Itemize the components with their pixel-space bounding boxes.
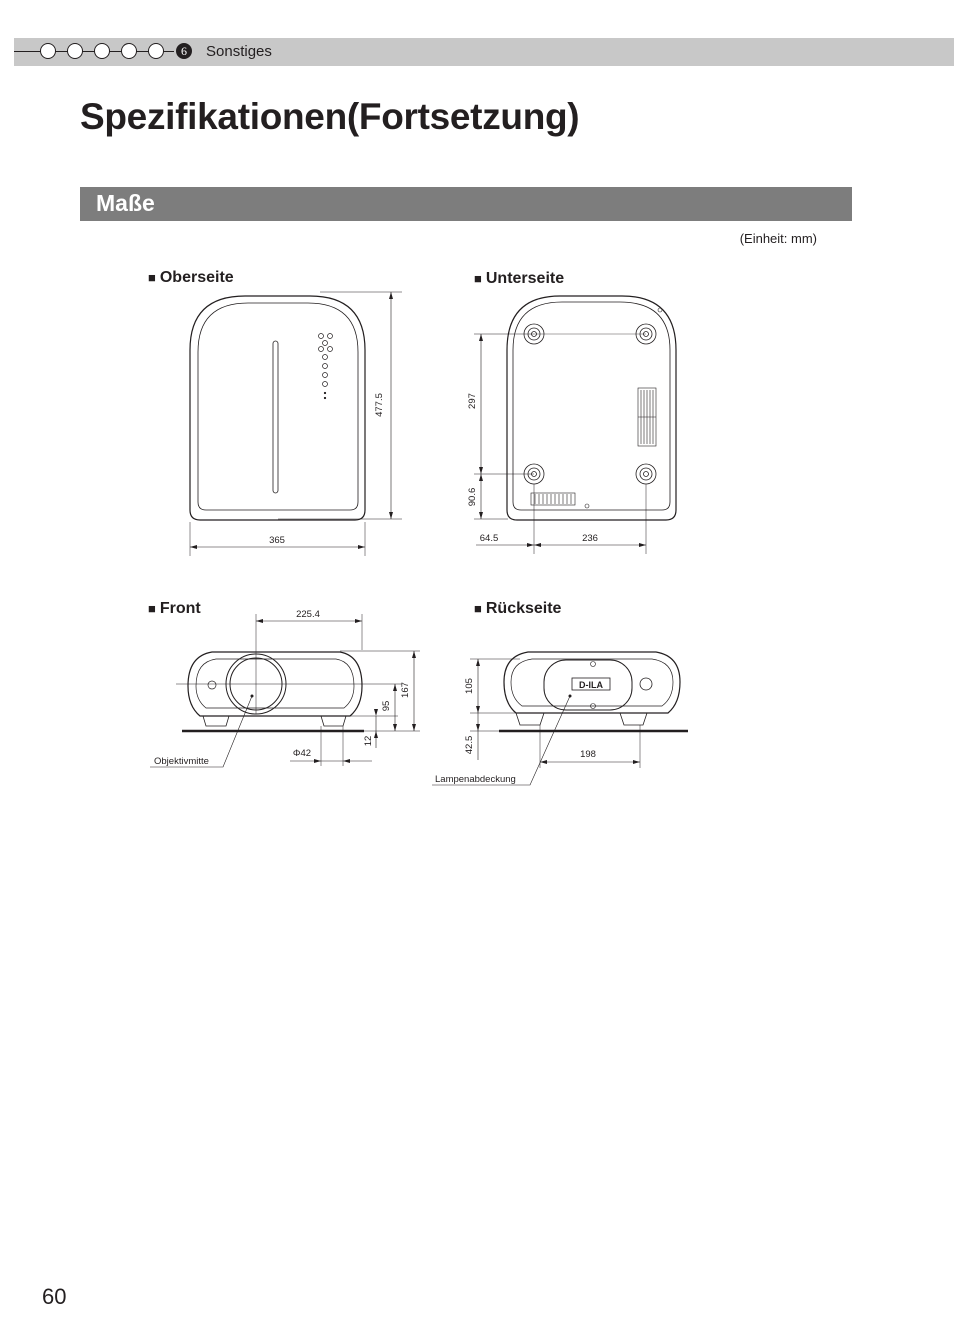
lens-centre-callout: Objektivmitte <box>154 756 209 767</box>
chapter-section-name: Sonstiges <box>206 43 272 60</box>
rear-body-height-dimension: 105 <box>464 678 475 694</box>
page-title: Spezifikationen(Fortsetzung) <box>80 96 580 137</box>
front-lens-height-dimension: 95 <box>381 700 392 712</box>
chapter-current-indicator: 6 <box>176 43 192 59</box>
control-buttons-icon <box>319 334 333 399</box>
top-view-drawing <box>190 292 402 556</box>
top-depth-dimension: 477.5 <box>374 393 385 417</box>
front-lens-offset-dimension: 225.4 <box>296 609 320 620</box>
front-view-drawing <box>150 614 420 767</box>
page-number: 60 <box>42 1284 67 1309</box>
vent-grille-icon <box>638 388 656 446</box>
rear-feet-width-dimension: 198 <box>580 749 596 760</box>
bottom-feet-side-dimension: 64.5 <box>479 533 499 544</box>
bottom-view-drawing <box>474 296 676 554</box>
rear-foot-height-dimension: 42.5 <box>464 735 475 755</box>
bottom-feet-front-dimension: 90.6 <box>467 487 478 507</box>
top-view-label: ■ Oberseite <box>148 269 234 286</box>
front-lens-diameter-dimension: Φ42 <box>292 748 312 759</box>
bottom-feet-width-dimension: 236 <box>582 533 598 544</box>
front-height-dimension: 167 <box>400 682 411 698</box>
front-view-label: ■ Front <box>148 600 201 617</box>
front-foot-dimension: 12 <box>363 735 374 747</box>
dila-logo: D-ILA <box>579 680 603 690</box>
rear-view-drawing <box>432 652 688 785</box>
unit-note: (Einheit: mm) <box>739 231 817 246</box>
label-plate-icon <box>531 493 575 505</box>
section-heading: Maße <box>96 190 155 216</box>
rear-view-label: ■ Rückseite <box>474 600 562 617</box>
foot-icon <box>524 324 656 484</box>
top-width-dimension: 365 <box>269 535 285 546</box>
lamp-cover-callout: Lampenabdeckung <box>435 774 516 785</box>
bottom-feet-depth-dimension: 297 <box>467 393 478 409</box>
bottom-view-label: ■ Unterseite <box>474 270 565 287</box>
